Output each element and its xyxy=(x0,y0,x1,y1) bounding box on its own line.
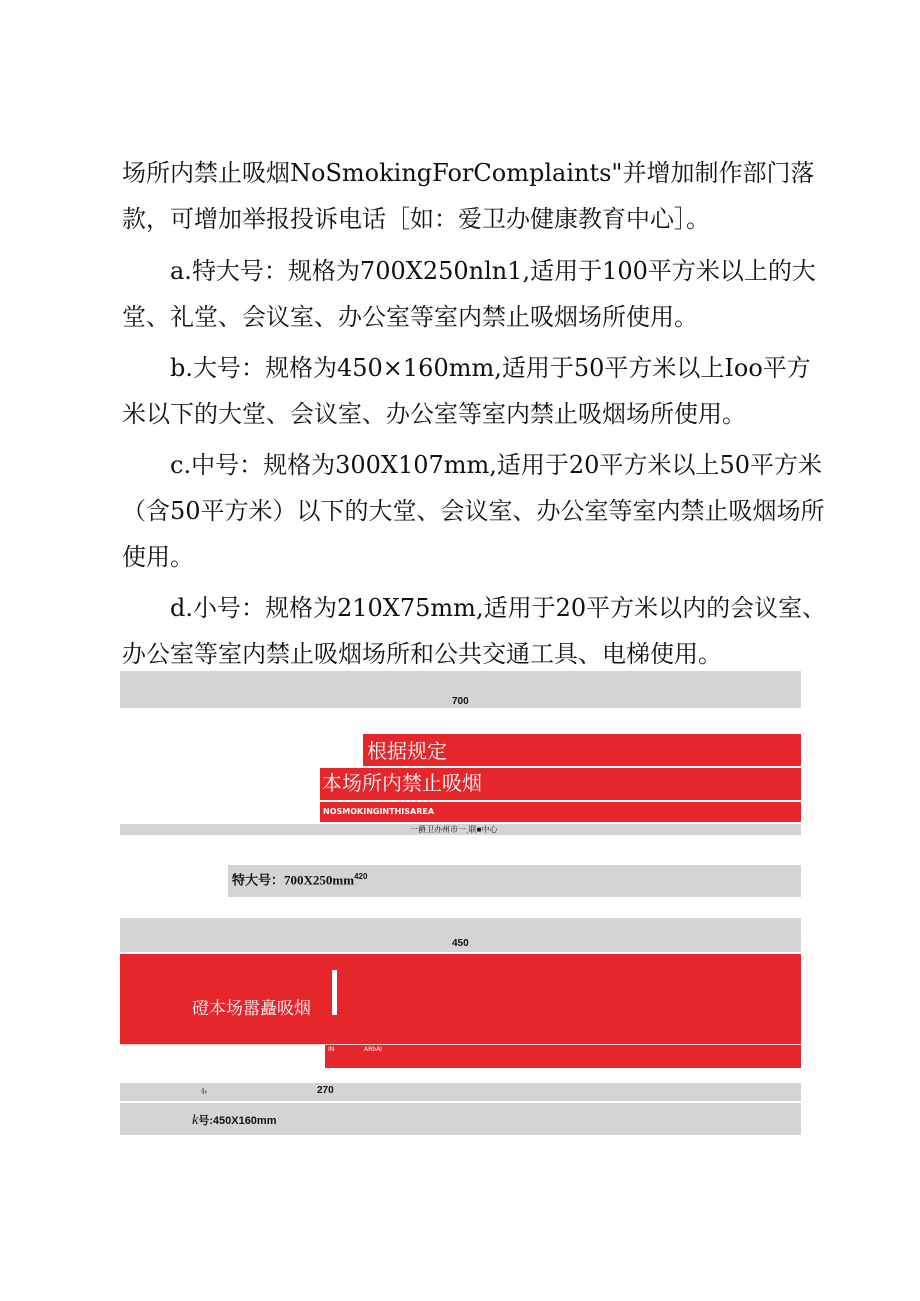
sign-line-2: 本场所内禁止吸烟 xyxy=(322,771,482,795)
text-line: c.中号：规格为300X107mm,适用于20平方米以上50平方米 xyxy=(170,451,822,479)
caption-size: 700X250mm xyxy=(284,872,355,888)
caption xyxy=(192,1113,277,1129)
dimension-mark: ᐧI› xyxy=(200,1087,207,1096)
width-label: 700 xyxy=(452,696,469,707)
caption-superscript: 420 xyxy=(354,872,368,881)
text-line: a.特大号：规格为700X250nln1,适用于100平方米以上的大 xyxy=(170,257,816,285)
text-line: b.大号：规格为450×160mm,适用于50平方米以上Ioo平方 xyxy=(170,354,811,382)
height-label: 270 xyxy=(317,1085,334,1096)
white-bar-mark xyxy=(332,970,337,1015)
sign-red-panel xyxy=(325,1045,801,1068)
text-line: 使用。 xyxy=(122,543,194,571)
sign-main-text: 磴本场嚣矗吸烟 xyxy=(192,999,311,1019)
text-line: d.小号：规格为210X75mm,适用于20平方米以内的会议室、 xyxy=(170,594,827,622)
caption xyxy=(232,868,367,889)
caption-prefix: 特大号： xyxy=(232,872,285,888)
sign-small-text-left: IN xyxy=(328,1046,335,1053)
text-line: 场所内禁止吸烟NoSmokingForComplaints"并增加制作部门落 xyxy=(122,159,815,187)
text-line: 办公室等室内禁止吸烟场所和公共交通工具、电梯使用。 xyxy=(122,640,722,668)
text-line: 款，可增加举报投诉电话［如：爱卫办健康教育中心］。 xyxy=(122,205,710,233)
sign-line-1: 根据规定 xyxy=(367,739,447,763)
sign-line-3: NOSMOKINGINTHISAREA xyxy=(323,807,435,816)
text-line: 米以下的大堂、会议室、办公室等室内禁止吸烟场所使用。 xyxy=(122,400,746,428)
caption-rest: 号:450X160mm xyxy=(198,1115,277,1127)
text-line: （含50平方米）以下的大堂、会议室、办公室等室内禁止吸烟场所 xyxy=(122,497,825,525)
sign-footer-text: 一爵卫办州市一ˎ联■中心 xyxy=(410,825,498,834)
width-label: 450 xyxy=(452,938,469,949)
sign-small-text-right: ARbAI xyxy=(364,1046,382,1053)
height-dimension-band xyxy=(120,1083,801,1101)
text-line: 堂、礼堂、会议室、办公室等室内禁止吸烟场所使用。 xyxy=(122,303,698,331)
caption-k: k xyxy=(192,1113,199,1128)
